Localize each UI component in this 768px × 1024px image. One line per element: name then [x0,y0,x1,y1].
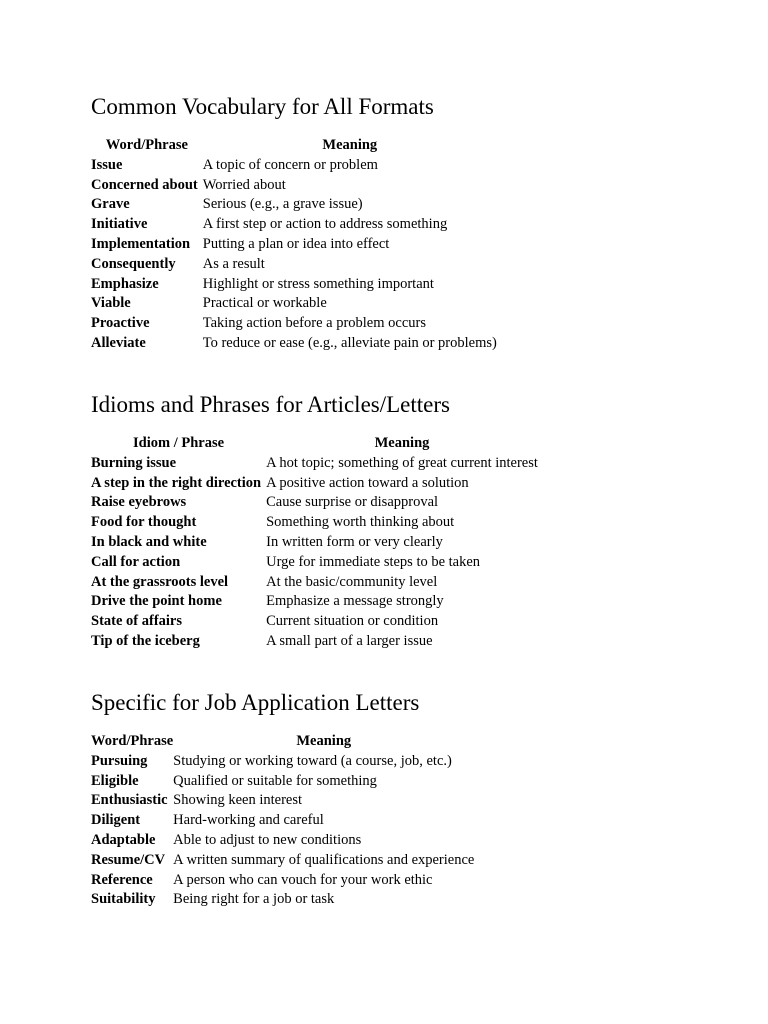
meaning-cell: Able to adjust to new conditions [173,831,362,848]
term-cell: Initiative [91,216,148,233]
table-row [91,632,538,652]
table-header-row [91,732,474,752]
meaning-cell: In written form or very clearly [266,533,443,550]
meaning-cell: Something worth thinking about [266,514,455,531]
table-row [91,851,474,871]
term-cell: Diligent [91,812,141,829]
meaning-cell: A hot topic; something of great current interest [266,454,538,471]
meaning-cell: A topic of concern or problem [202,156,378,173]
meaning-cell: Putting a plan or idea into effect [202,235,390,252]
table-row [91,533,538,553]
table-row [91,513,538,533]
table-header-row [91,434,538,454]
term-cell: Reference [91,871,153,888]
table-row [91,772,474,792]
term-cell: Food for thought [91,514,197,531]
column-header-meaning: Meaning [296,733,352,749]
term-cell: State of affairs [91,613,183,630]
table-row [91,890,474,910]
table-row [91,811,474,831]
term-cell: Adaptable [91,831,156,848]
meaning-cell: Taking action before a problem occurs [202,315,426,332]
term-cell: Grave [91,196,130,213]
meaning-cell: A person who can vouch for your work ethic [173,871,433,888]
term-cell: Issue [91,156,123,173]
table-row [91,235,497,255]
table-row [91,493,538,513]
table-row [91,195,497,215]
section-title: Common Vocabulary for All Formats [91,94,434,119]
table-row [91,474,538,494]
term-cell: Emphasize [91,275,159,292]
meaning-cell: Showing keen interest [173,792,303,809]
table-row [91,831,474,851]
table-header-row [91,136,497,156]
table-row [91,871,474,891]
meaning-cell: A small part of a larger issue [266,632,433,649]
table-row [91,553,538,573]
vocabulary-table [91,136,497,354]
meaning-cell: To reduce or ease (e.g., alleviate pain or problems) [202,334,497,351]
meaning-cell: Studying or working toward (a course, job, etc.) [173,752,452,769]
table-row [91,573,538,593]
table-row [91,275,497,295]
column-header-term: Word/Phrase [105,137,188,153]
term-cell: Pursuing [91,752,148,769]
meaning-cell: Emphasize a message strongly [266,593,444,610]
meaning-cell: Current situation or condition [266,613,439,630]
table-row [91,314,497,334]
column-header-term: Idiom / Phrase [133,435,225,451]
meaning-cell: Urge for immediate steps to be taken [266,553,481,570]
term-cell: Implementation [91,235,191,252]
section-title: Idioms and Phrases for Articles/Letters [91,392,450,417]
meaning-cell: Worried about [202,176,286,193]
table-row [91,752,474,772]
term-cell: Alleviate [91,334,146,351]
term-cell: Concerned about [91,176,198,193]
table-row [91,156,497,176]
table-row [91,215,497,235]
term-cell: Drive the point home [91,593,222,610]
meaning-cell: Serious (e.g., a grave issue) [202,196,363,213]
meaning-cell: Highlight or stress something important [202,275,434,292]
section-title: Specific for Job Application Letters [91,690,420,715]
section-common-vocabulary [91,93,497,354]
meaning-cell: Hard-working and careful [173,812,324,829]
meaning-cell: A positive action toward a solution [266,474,469,491]
meaning-cell: At the basic/community level [266,573,438,590]
term-cell: Burning issue [91,454,177,471]
table-row [91,592,538,612]
column-header-meaning: Meaning [374,435,430,451]
term-cell: Suitability [91,891,156,908]
term-cell: Consequently [91,255,176,272]
section-idioms-phrases [91,391,538,652]
column-header-meaning: Meaning [322,137,378,153]
term-cell: Eligible [91,772,139,789]
meaning-cell: As a result [202,255,265,272]
meaning-cell: Being right for a job or task [173,891,335,908]
job-vocabulary-table [91,732,474,910]
idioms-table [91,434,538,652]
term-cell: A step in the right direction [91,474,262,491]
table-row [91,612,538,632]
term-cell: Viable [91,295,131,312]
table-row [91,255,497,275]
term-cell: Call for action [91,553,181,570]
table-row [91,176,497,196]
table-row [91,454,538,474]
term-cell: Resume/CV [91,851,166,868]
table-row [91,791,474,811]
meaning-cell: Practical or workable [202,295,327,312]
term-cell: Proactive [91,315,150,332]
table-row [91,294,497,314]
term-cell: Raise eyebrows [91,494,187,511]
term-cell: At the grassroots level [91,573,229,590]
term-cell: Tip of the iceberg [91,632,200,649]
meaning-cell: A first step or action to address something [202,216,448,233]
column-header-term: Word/Phrase [91,733,174,749]
section-job-application [91,689,474,910]
meaning-cell: Cause surprise or disapproval [266,494,439,511]
term-cell: In black and white [91,533,207,550]
meaning-cell: Qualified or suitable for something [173,772,377,789]
term-cell: Enthusiastic [91,792,168,809]
meaning-cell: A written summary of qualifications and experience [173,851,475,868]
table-row [91,334,497,354]
